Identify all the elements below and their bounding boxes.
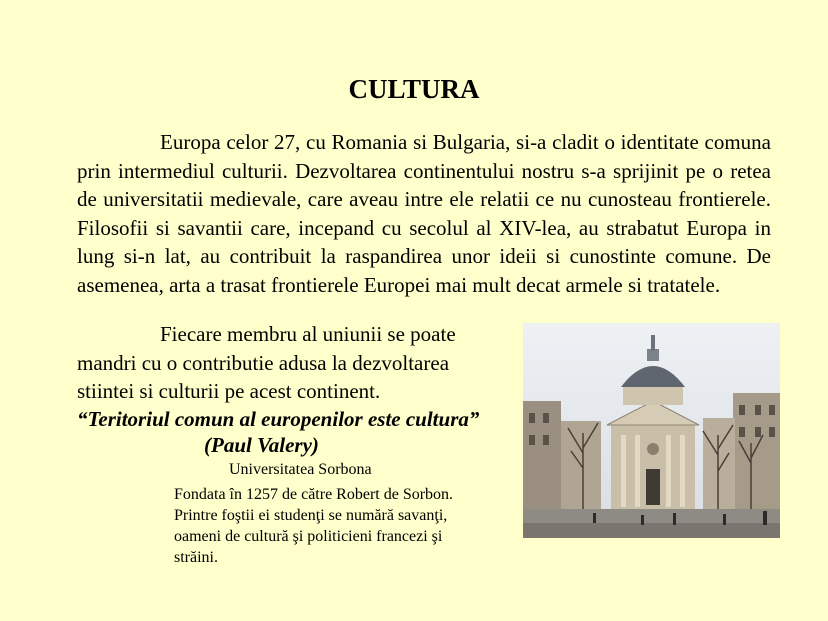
contribution-line-3: stiintei si culturii pe acest continent. bbox=[77, 379, 381, 403]
quote-text: “Teritoriul comun al europenilor este cultura” bbox=[77, 407, 480, 431]
slide-title: CULTURA bbox=[348, 74, 480, 104]
caption-line-4: străini. bbox=[174, 549, 218, 566]
caption-line-1: Fondata în 1257 de către Robert de Sorbon. bbox=[174, 486, 454, 503]
caption-line-2: Printre foştii ei studenţi se numără savanţi, bbox=[174, 507, 448, 524]
quote-author: (Paul Valery) bbox=[204, 433, 319, 457]
contribution-paragraph bbox=[77, 320, 517, 406]
sorbonne-photo bbox=[523, 323, 780, 538]
contribution-line-2: mandri cu o contributie adusa la dezvoltarea bbox=[77, 350, 450, 375]
photo-caption bbox=[174, 484, 514, 568]
photo-caption-title: Universitatea Sorbona bbox=[229, 461, 372, 478]
intro-paragraph: Europa celor 27, cu Romania si Bulgaria, si-a cladit o identitate comuna prin intermediul culturii. Dezvoltarea continentului nostru s-a sprijinit pe o retea de universitatii medievale, care aveau intre ele relatii ce nu cunosteau frontierele. Filosofii si savantii care, incepand cu secolul al XIV-lea, au strabatut Europa in lung si-n lat, au contribuit la raspandirea unor ideii si cunostinte comune. De asemenea, arta a trasat frontierele Europei mai mult decat armele si tratatele. bbox=[77, 130, 771, 297]
caption-line-3: oameni de cultură şi politicieni francezi şi bbox=[174, 528, 443, 545]
contribution-line-1: Fiecare membru al uniunii se poate bbox=[160, 322, 456, 346]
